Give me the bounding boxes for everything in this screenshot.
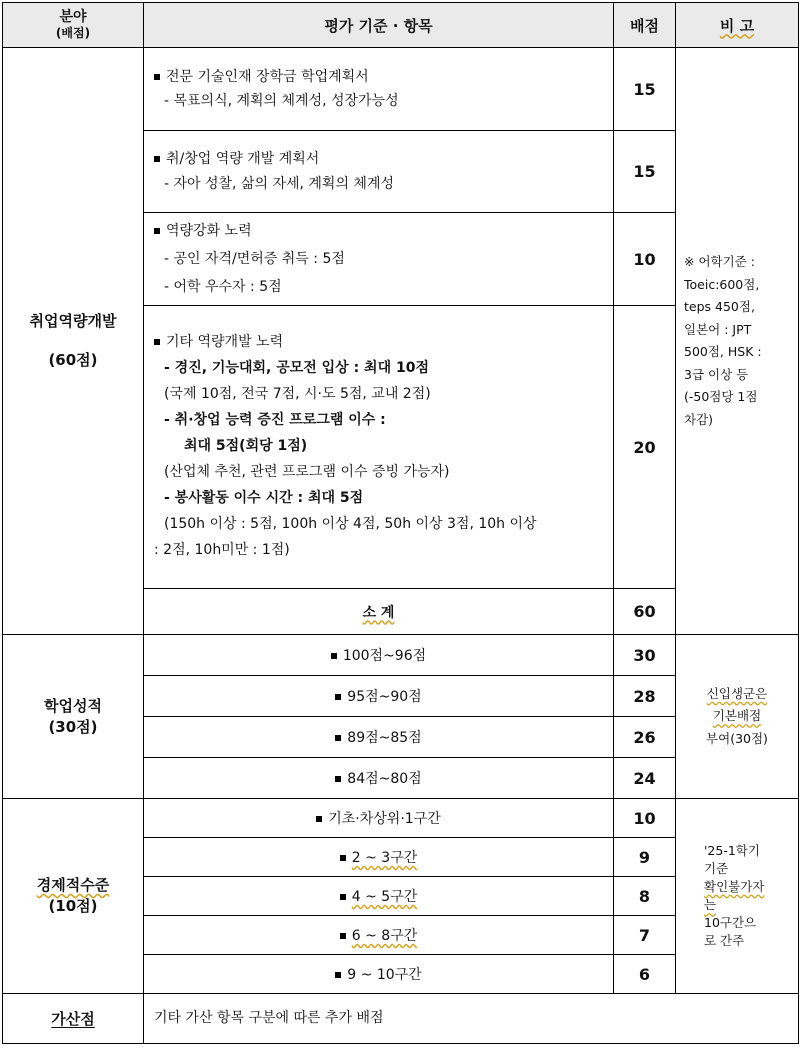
grade-label: 95점~90점 — [347, 689, 422, 705]
bullet-icon — [331, 653, 337, 659]
bullet-icon — [340, 855, 346, 861]
note-line: Toeic:600점, — [684, 276, 760, 292]
bullet-icon — [316, 816, 322, 822]
subtotal-label: 소 계 — [362, 604, 395, 621]
economic-note — [676, 799, 799, 994]
bullet-icon — [154, 228, 160, 234]
grades-name: 학업성적 — [44, 696, 102, 715]
grades-category — [3, 635, 144, 799]
note-line: 500점, HSK : — [684, 344, 762, 359]
header-score: 배점 — [614, 3, 676, 48]
header-remarks-label: 비 고 — [719, 16, 755, 35]
score-cell: 7 — [614, 916, 676, 955]
score-cell: 8 — [614, 877, 676, 916]
economic-name: 경제적수준 — [36, 876, 110, 894]
score-cell: 28 — [614, 676, 676, 717]
economic-range — [144, 799, 614, 838]
header-field — [3, 3, 144, 48]
note-line: teps 450점, — [684, 299, 755, 314]
item-title: 역량강화 노력 — [166, 223, 252, 239]
bonus-name: 가산점 — [51, 1010, 95, 1028]
economic-label: 4 ~ 5구간 — [351, 889, 418, 905]
employment-item-career — [144, 131, 614, 213]
grade-label: 100점~96점 — [342, 648, 427, 664]
score-cell: 20 — [614, 306, 676, 589]
employment-points: (60점) — [48, 351, 98, 369]
item-sub: - 공인 자격/면허증 취득 : 5점 — [164, 251, 345, 267]
note-line: (-50점당 1점 — [684, 389, 758, 404]
bullet-icon — [154, 74, 160, 80]
employment-name: 취업역량개발 — [29, 312, 117, 330]
grades-note — [676, 635, 799, 799]
subtotal-label-cell — [144, 589, 614, 635]
note-line: 일본어 : JPT — [684, 321, 752, 337]
grade-range — [144, 758, 614, 799]
employment-item-plan — [144, 48, 614, 131]
item-sub: - 목표의식, 계획의 체계성, 성장가능성 — [164, 93, 399, 109]
score-cell: 9 — [614, 838, 676, 877]
note-line: 는 — [704, 897, 717, 912]
item-sub: (150h 이상 : 5점, 100h 이상 4점, 50h 이상 3점, 10h 이상 — [164, 515, 537, 532]
score-cell: 30 — [614, 635, 676, 676]
item-sub: - 봉사활동 이수 시간 : 최대 5점 — [164, 489, 364, 506]
note-line: 차감) — [684, 411, 714, 427]
economic-row-1 — [3, 799, 799, 838]
note-line: 신입생군은 — [706, 685, 768, 701]
bullet-icon — [335, 735, 341, 741]
employment-item-competency — [144, 213, 614, 306]
employment-row-1 — [3, 48, 799, 131]
note-line: 부여(30점) — [706, 730, 768, 746]
employment-category — [3, 48, 144, 635]
grade-label: 84점~80점 — [347, 771, 422, 787]
economic-label: 기초·차상위·1구간 — [328, 811, 441, 827]
item-sub: - 자아 성찰, 삶의 자세, 계획의 체계성 — [164, 175, 394, 192]
note-line: ※ 어학기준 : — [684, 254, 755, 269]
bullet-icon — [335, 776, 341, 782]
score-cell: 6 — [614, 955, 676, 994]
score-cell: 26 — [614, 717, 676, 758]
note-line: 기본배점 — [712, 708, 762, 724]
item-title: 취/창업 역량 개발 계획서 — [166, 151, 320, 167]
header-remarks — [676, 3, 799, 48]
economic-range — [144, 955, 614, 994]
header-criteria: 평가 기준 · 항목 — [144, 3, 614, 48]
economic-range — [144, 916, 614, 955]
item-sub: (국제 10점, 전국 7점, 시·도 5점, 교내 2점) — [164, 386, 431, 403]
grade-range — [144, 676, 614, 717]
item-sub: - 경진, 기능대회, 공모전 입상 : 최대 10점 — [164, 360, 429, 377]
bullet-icon — [154, 156, 160, 162]
bonus-text: 기타 가산 항목 구분에 따른 추가 배점 — [144, 994, 799, 1044]
evaluation-table — [2, 2, 799, 1044]
bullet-icon — [340, 894, 346, 900]
grade-label: 89점~85점 — [347, 730, 422, 746]
header-field-label: 분야 — [59, 9, 87, 26]
grade-range — [144, 717, 614, 758]
score-cell: 15 — [614, 48, 676, 131]
grades-points: (30점) — [48, 717, 98, 736]
note-line: 확인불가자 — [704, 878, 765, 894]
score-cell: 10 — [614, 213, 676, 306]
note-line: 3급 이상 등 — [684, 366, 749, 382]
bullet-icon — [340, 933, 346, 939]
economic-label: 2 ~ 3구간 — [351, 850, 418, 866]
grades-row-1 — [3, 635, 799, 676]
item-sub: : 2점, 10h미만 : 1점) — [154, 541, 290, 558]
note-line: '25-1학기 — [704, 842, 760, 858]
score-cell: 15 — [614, 131, 676, 213]
employment-note — [676, 48, 799, 635]
subtotal-score: 60 — [614, 589, 676, 635]
bonus-row — [3, 994, 799, 1044]
bullet-icon — [154, 339, 160, 345]
economic-points: (10점) — [48, 897, 98, 915]
economic-category — [3, 799, 144, 994]
note-line: 로 간주 — [704, 933, 745, 949]
item-title: 전문 기술인재 장학금 학업계획서 — [166, 68, 369, 85]
economic-range — [144, 838, 614, 877]
item-sub: - 취·창업 능력 증진 프로그램 이수 : — [164, 412, 386, 429]
item-sub: (산업체 추천, 관련 프로그램 이수 증빙 가능자) — [164, 463, 450, 480]
bonus-category — [3, 994, 144, 1044]
note-line: 기준 — [704, 860, 729, 876]
economic-label: 9 ~ 10구간 — [347, 967, 422, 983]
economic-range — [144, 877, 614, 916]
note-line: 10구간으 — [704, 915, 757, 931]
score-cell: 24 — [614, 758, 676, 799]
grade-range — [144, 635, 614, 676]
economic-label: 6 ~ 8구간 — [351, 928, 418, 944]
item-sub: - 어학 우수자 : 5점 — [164, 279, 282, 295]
bullet-icon — [335, 694, 341, 700]
employment-item-other — [144, 306, 614, 589]
item-title: 기타 역량개발 노력 — [166, 334, 284, 351]
item-sub: 최대 5점(회당 1점) — [184, 438, 308, 455]
score-cell: 10 — [614, 799, 676, 838]
header-row — [3, 3, 799, 48]
bullet-icon — [335, 972, 341, 978]
header-field-sub: (배점) — [55, 26, 91, 41]
